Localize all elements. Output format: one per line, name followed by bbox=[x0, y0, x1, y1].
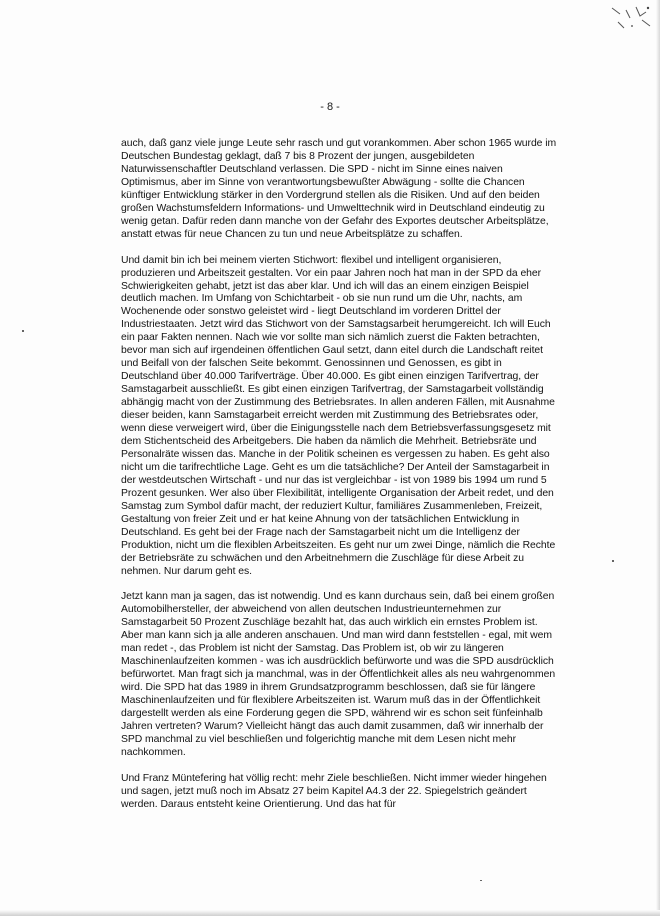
scan-speck bbox=[480, 880, 482, 881]
page-number: - 8 - bbox=[320, 101, 340, 113]
paragraph-2: Und damit bin ich bei meinem vierten Stichwort: flexibel und intelligent organisieren, produzieren und Arbeitszeit gestalten. Vor ein paar Jahren noch hat man in der SPD da eher Schwierigkeiten gehabt, jetzt ist das aber klar. Und ich will das an einem einzigen Beispiel deutlich machen. Im Umfang von Schichtarbeit - ob sie nun rund um die Uhr, nachts, am Wochenende oder sonstwo geleistet wird - liegt Deutschland im vorderen Drittel der Industriestaaten. Jetzt wird das Stichwort von der Samstagsarbeit herumgereicht. Ich will Euch ein paar Fakten nennen. Nach wie vor sollte man sich nämlich zuerst die Fakten betrachten, bevor man sich auf irgendeinen öffentlichen Gaul setzt, dann eitel durch die Landschaft reitet und Beifall von der falschen Seite bekommt. Genossinnen und Genossen, es gibt in Deutschland über 40.000 Tarifverträge. Über 40.000. Es gibt einen einzigen Tarifvertrag, der Samstagarbeit ausschließt. Es gibt einen einzigen Tarifvertrag, der Samstagarbeit vollständig abhängig macht von der Zustimmung des Betriebsrates. In allen anderen Fällen, mit Ausnahme dieser beiden, kann Samstagarbeit erreicht werden mit Zustimmung des Betriebsrates oder, wenn diese verweigert wird, über die Einigungsstelle nach dem Betriebsverfassungsgesetz mit dem Stichentscheid des Arbeitgebers. Die haben da nämlich die Mehrheit. Betriebsräte und Personalräte wissen das. Manche in der Politik scheinen es vergessen zu haben. Es geht also nicht um die tarifrechtliche Lage. Geht es um die tatsächliche? Der Anteil der Samstagarbeit in der westdeutschen Wirtschaft - und nur das ist vergleichbar - ist von 1989 bis 1994 um rund 5 Prozent gesunken. Wer also über Flexibilität, intelligente Organisation der Arbeit redet, und den Samstag zum Symbol dafür macht, der reduziert Kultur, familiäres Zusammenleben, Freizeit, Gestaltung von freier Zeit und er hat keine Ahnung von der tatsächlichen Entwicklung in Deutschland. Es geht bei der Frage nach der Samstagarbeit nicht um die Intelligenz der Produktion, nicht um die flexiblen Arbeitszeiten. Es geht nur um zwei Dinge, nämlich die Rechte der Betriebsräte zu schwächen und den Arbeitnehmern die Zuschläge für diese Arbeit zu nehmen. Nur darum geht es. bbox=[121, 254, 556, 577]
paragraph-1: auch, daß ganz viele junge Leute sehr rasch und gut vorankommen. Aber schon 1965 wurde im Deutschen Bundestag geklagt, daß 7 bis 8 Prozent der jungen, ausgebildeten Naturwissenschaftler Deutschland verlassen. Die SPD - nicht im Sinne eines naiven Optimismus, aber im Sinne von verantwortungsbewußter Abwägung - sollte die Chancen künftiger Entwicklung stärker in den Vordergrund stellen als die Risiken. Und auf den beiden großen Wachstumsfeldern Informations- und Umwelttechnik wird in Deutschland eindeutig zu wenig getan. Dafür reden dann manche von der Gefahr des Exportes deutscher Arbeitsplätze, anstatt etwas für neue Chancen zu tun und neue Arbeitsplätze zu schaffen. bbox=[121, 138, 557, 240]
scan-edge-bottom bbox=[0, 910, 660, 916]
scan-speck bbox=[22, 330, 24, 332]
paragraph-3: Jetzt kann man ja sagen, das ist notwendig. Und es kann durchaus sein, daß bei einem großen Automobilhersteller, der abweichend von allen deutschen Industrieunternehmen zur Samstagarbeit 50 Prozent Zuschläge bezahlt hat, das auch wirklich ein ernstes Problem ist. Aber man kann sich ja alle anderen anschauen. Und man wird dann feststellen - egal, mit wem man redet -, das Problem ist nicht der Samstag. Das Problem ist, ob wir zu längeren Maschinenlaufzeiten kommen - was ich ausdrücklich befürworte und was die SPD ausdrücklich befürwortet. Man fragt sich ja manchmal, was in der Öffentlichkeit alles als neu wahrgenommen wird. Die SPD hat das 1989 in ihrem Grundsatzprogramm beschlossen, daß sie für längere Maschinenlaufzeiten und für flexiblere Arbeitszeiten ist. Warum muß das in der Öffentlichkeit dargestellt werden als eine Forderung gegen die SPD, während wir es schon seit fünfeinhalb Jahren vertreten? Warum? Vielleicht hängt das auch damit zusammen, daß wir innerhalb der SPD manchmal zu viel beschließen und folgerichtig manche mit dem Lesen nicht mehr nachkommen. bbox=[121, 591, 556, 758]
paragraph-4: Und Franz Müntefering hat völlig recht: mehr Ziele beschließen. Nicht immer wieder hingehen und sagen, jetzt muß noch im Absatz 27 beim Kapitel A4.3 der 22. Spiegelstrich geändert werden. Daraus entsteht keine Orientierung. Und das hat für bbox=[121, 772, 547, 810]
body-text bbox=[121, 138, 557, 812]
scan-speck bbox=[612, 560, 614, 562]
scan-edge-right bbox=[656, 0, 660, 916]
scan-corner-mark bbox=[606, 4, 654, 34]
